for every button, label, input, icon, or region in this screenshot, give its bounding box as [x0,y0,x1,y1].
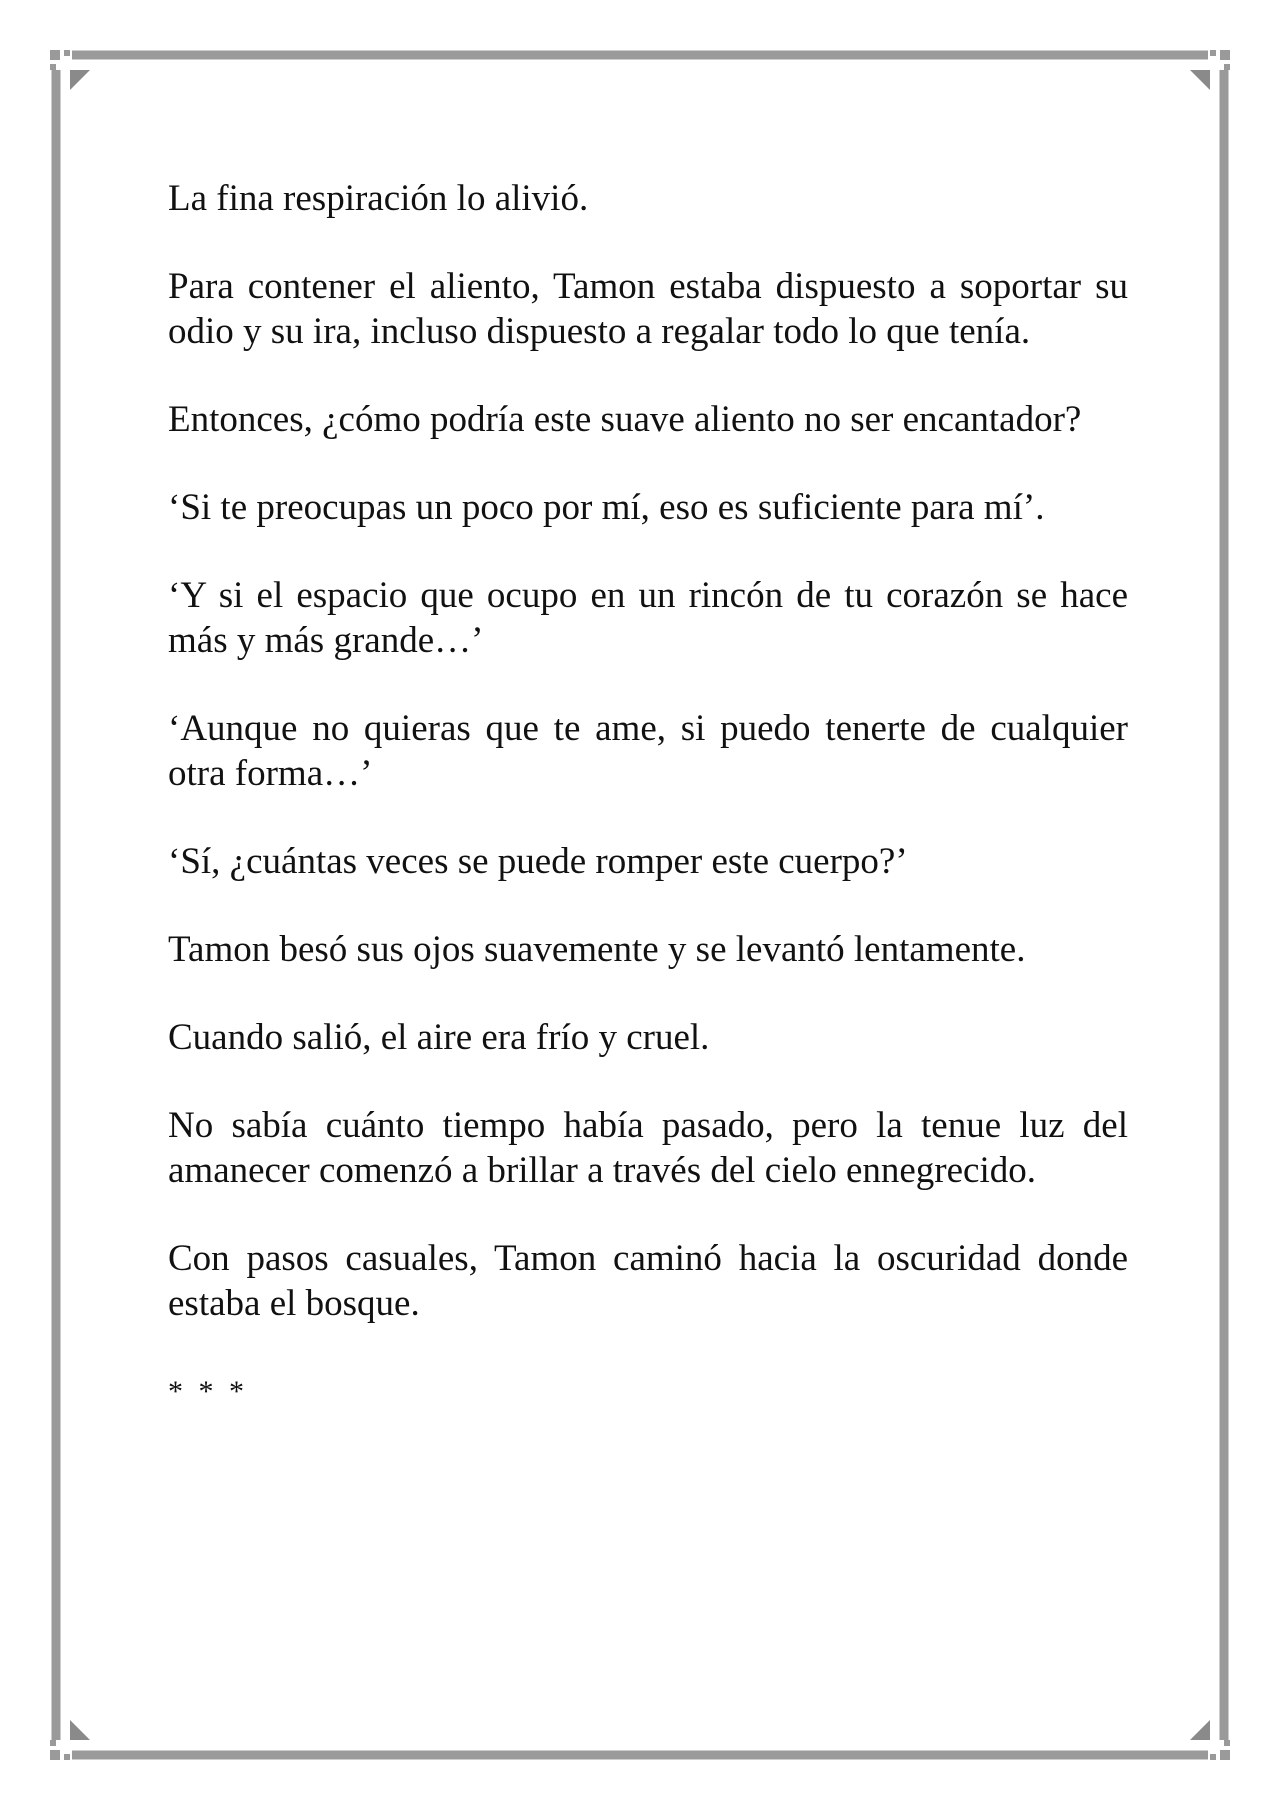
paragraph: La fina respiración lo alivió. [168,178,589,219]
paragraph: Entonces, ¿cómo podría este suave aliento no ser encantador? [168,399,1082,440]
paragraph: ‘Si te preocupas un poco por mí, eso es suficiente para mí’. [168,487,1045,528]
paragraph: No sabía cuánto tiempo había pasado, pero la tenue luz del amanecer comenzó a brillar a través del cielo ennegrecido. [168,1105,1128,1191]
paragraph: ‘Y si el espacio que ocupo en un rincón de tu corazón se hace más y más grande…’ [168,575,1128,661]
paragraph: Cuando salió, el aire era frío y cruel. [168,1017,710,1058]
paragraph: Tamon besó sus ojos suavemente y se levantó lentamente. [168,929,1026,970]
paragraph: Con pasos casuales, Tamon caminó hacia la oscuridad donde estaba el bosque. [168,1238,1128,1324]
scene-separator: * * * [168,1375,248,1408]
text-body [168,176,1128,1457]
paragraph: ‘Sí, ¿cuántas veces se puede romper este cuerpo?’ [168,841,908,882]
paragraph: ‘Aunque no quieras que te ame, si puedo tenerte de cualquier otra forma…’ [168,708,1128,794]
paragraph: Para contener el aliento, Tamon estaba dispuesto a soportar su odio y su ira, incluso dispuesto a regalar todo lo que tenía. [168,266,1128,352]
